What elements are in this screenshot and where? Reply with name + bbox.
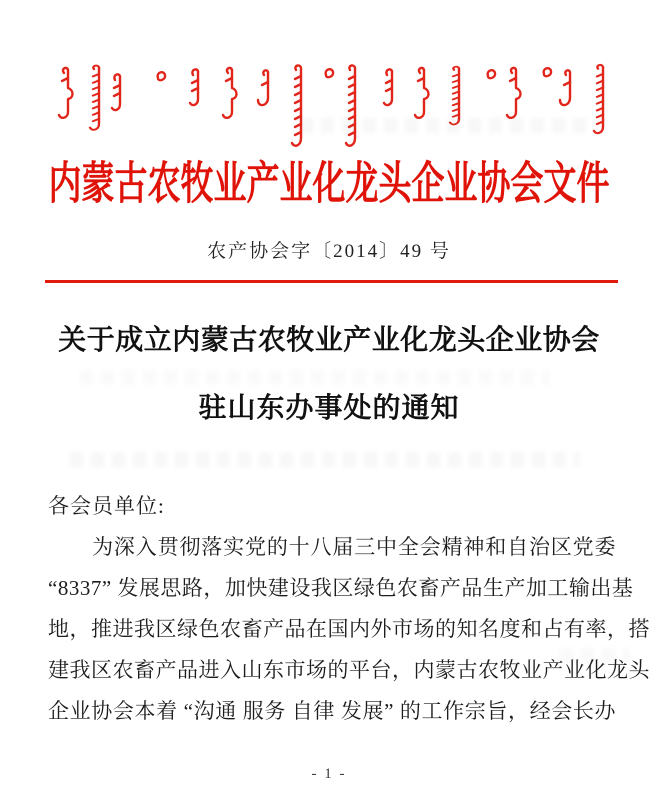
body-line: 地，推进我区绿色农畜产品在国内外市场的知名度和占有率，搭	[48, 617, 650, 641]
body-text	[48, 486, 650, 732]
red-separator-rule	[45, 280, 618, 283]
document-number: 农产协会字〔2014〕49 号	[207, 241, 451, 262]
notice-title-line2: 驻山东办事处的通知	[198, 393, 460, 424]
page-number: - 1 -	[311, 766, 347, 782]
org-masthead-title-text: 内蒙古农牧业产业化龙头企业协会文件	[48, 160, 610, 210]
mongolian-script-banner	[52, 62, 608, 154]
bleedthrough-ghost	[80, 370, 550, 385]
salutation: 各会员单位:	[48, 494, 165, 518]
body-line: “8337” 发展思路，加快建设我区绿色农畜产品生产加工输出基	[48, 576, 634, 600]
org-masthead-title	[0, 148, 658, 210]
notice-title-line1: 关于成立内蒙古农牧业产业化龙头企业协会	[58, 325, 600, 356]
body-line: 建我区农畜产品进入山东市场的平台，内蒙古农牧业产业化龙头	[48, 658, 650, 682]
body-line: 为深入贯彻落实党的十八届三中全会精神和自治区党委	[92, 535, 616, 559]
body-line: 企业协会本着 “沟通 服务 自律 发展” 的工作宗旨，经会长办	[48, 699, 616, 723]
bleedthrough-ghost	[70, 452, 580, 467]
